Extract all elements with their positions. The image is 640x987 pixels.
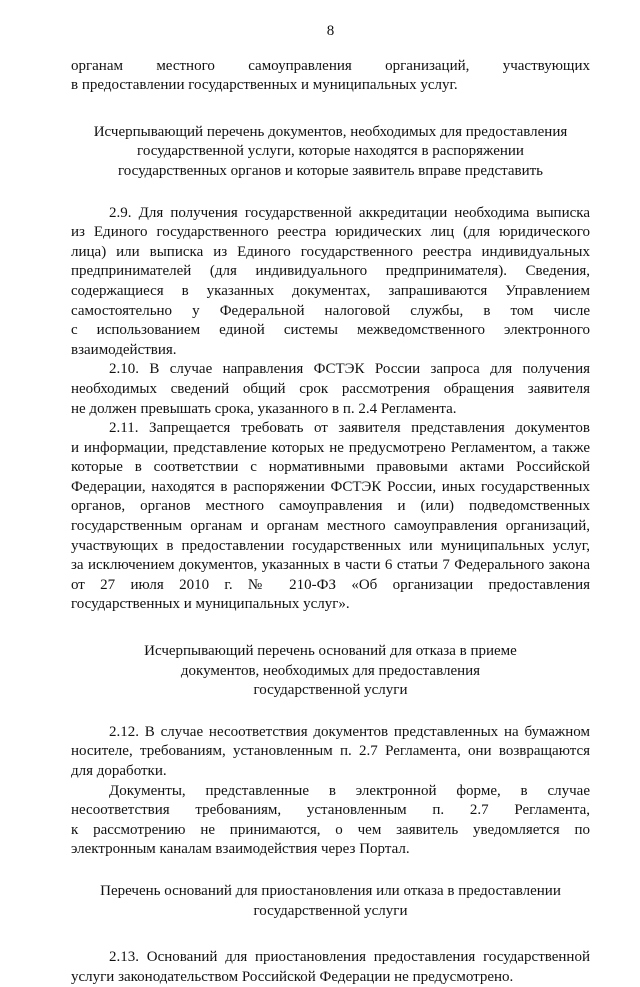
heading-line: государственной услуги bbox=[253, 902, 408, 919]
text-line: электронным каналам взаимодействия через Портал. bbox=[71, 841, 410, 858]
section-heading-documents bbox=[71, 123, 590, 182]
text-line: услуги законодательством Российской Федерации не предусмотрено. bbox=[71, 968, 514, 985]
text-line: и информации, представление которых не предусмотрено Регламентом, а также bbox=[71, 439, 590, 456]
section-heading-suspension bbox=[71, 882, 590, 921]
text-line: носителе, требованиям, установленным п. 2.7 Регламента, они возвращаются bbox=[71, 743, 590, 760]
text-line: государственным органам и органам местного самоуправления организаций, bbox=[71, 518, 590, 535]
text-line: содержащиеся в указанных документах, запрашиваются Управлением bbox=[71, 282, 590, 299]
page-number: 8 bbox=[326, 23, 335, 39]
text-line: в предоставлении государственных и муниципальных услуг. bbox=[71, 77, 458, 94]
text-line: из Единого государственного реестра юридических лиц (для юридического bbox=[71, 224, 590, 241]
text-line: которые в соответствии с нормативными правовыми актами Российской bbox=[71, 459, 590, 476]
text-line: с использованием единой системы межведомственного электронного bbox=[71, 322, 590, 339]
text-line: предпринимателей (для индивидуального предпринимателя). Сведения, bbox=[71, 263, 590, 280]
paragraph-2-13 bbox=[71, 948, 590, 987]
text-line: 2.11. Запрещается требовать от заявителя представления документов bbox=[109, 420, 590, 437]
text-line: лица) или выписка из Единого государственного реестра индивидуальных bbox=[71, 243, 590, 260]
paragraph-2-12-electronic bbox=[71, 782, 590, 860]
text-line: необходимых сведений общий срок рассмотрения обращения заявителя bbox=[71, 380, 590, 397]
text-line: государственных и муниципальных услуг». bbox=[71, 596, 350, 613]
heading-line: государственной услуги, которые находятся в распоряжении bbox=[137, 143, 524, 160]
paragraph-2-9 bbox=[71, 204, 590, 361]
paragraph-2-12 bbox=[71, 723, 590, 782]
text-line: органов, органов местного самоуправления и (или) подведомственных bbox=[71, 498, 590, 515]
text-line: органам местного самоуправления организаций, участвующих bbox=[71, 57, 590, 74]
heading-line: Исчерпывающий перечень оснований для отказа в приеме bbox=[144, 643, 517, 660]
heading-line: государственной услуги bbox=[253, 682, 408, 699]
text-line: 2.12. В случае несоответствия документов представленных на бумажном bbox=[109, 723, 590, 740]
text-line: Документы, представленные в электронной форме, в случае bbox=[109, 782, 590, 799]
text-line: самостоятельно у Федеральной налоговой службы, в том числе bbox=[71, 302, 590, 319]
text-line: не должен превышать срока, указанного в п. 2.4 Регламента. bbox=[71, 400, 457, 417]
text-line: для доработки. bbox=[71, 763, 167, 779]
heading-line: государственных органов и которые заявитель вправе представить bbox=[117, 162, 544, 179]
text-line: за исключением документов, указанных в части 6 статьи 7 Федерального закона bbox=[71, 557, 590, 574]
heading-line: Исчерпывающий перечень документов, необходимых для предоставления bbox=[93, 123, 568, 140]
text-line: к рассмотрению не принимаются, о чем заявитель уведомляется по bbox=[71, 821, 590, 838]
text-line: участвующих в предоставлении государственных или муниципальных услуг, bbox=[71, 537, 590, 554]
intro-paragraph bbox=[71, 57, 590, 96]
text-line: 2.9. Для получения государственной аккредитации необходима выписка bbox=[109, 204, 590, 221]
paragraph-2-10 bbox=[71, 360, 590, 419]
paragraph-2-11 bbox=[71, 419, 590, 615]
text-line: несоответствия требованиям, установленным п. 2.7 Регламента, bbox=[71, 802, 590, 819]
heading-line: Перечень оснований для приостановления или отказа в предоставлении bbox=[100, 882, 561, 899]
text-line: 2.10. В случае направления ФСТЭК России запроса для получения bbox=[109, 361, 590, 378]
heading-line: документов, необходимых для предоставления bbox=[180, 662, 481, 679]
section-heading-refusal-reception bbox=[71, 642, 590, 701]
text-line: от 27 июля 2010 г. № 210-ФЗ «Об организации предоставления bbox=[71, 576, 590, 593]
text-line: взаимодействия. bbox=[71, 341, 177, 358]
text-line: Федерации, находятся в распоряжении ФСТЭК России, иных государственных bbox=[71, 478, 590, 495]
document-page bbox=[71, 22, 590, 987]
text-line: 2.13. Оснований для приостановления предоставления государственной bbox=[109, 949, 590, 966]
